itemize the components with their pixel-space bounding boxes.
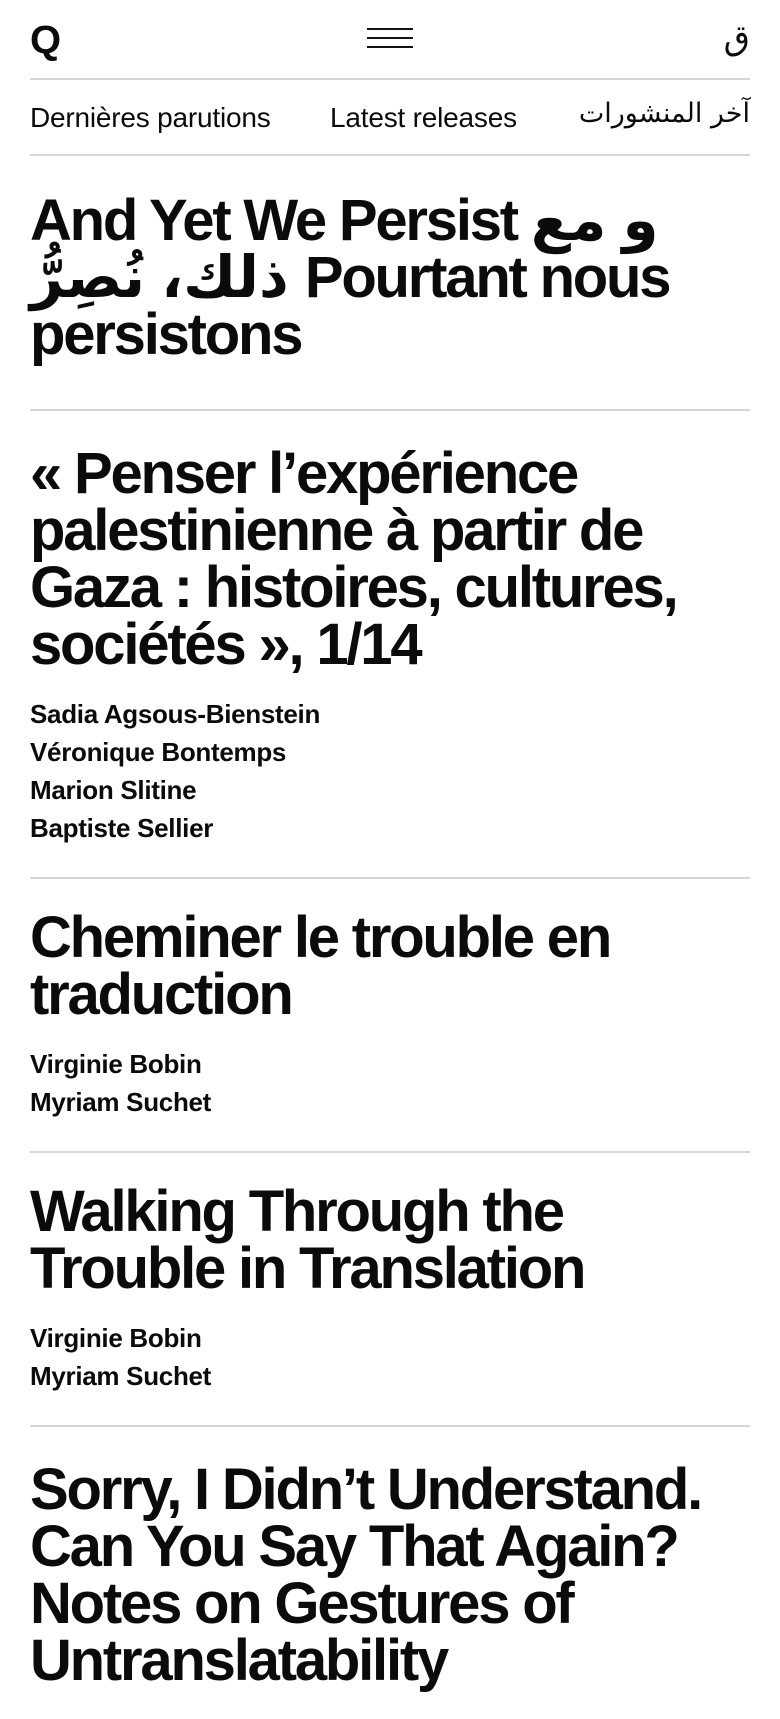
logo-latin[interactable]: Q: [30, 18, 61, 62]
release-title[interactable]: Walking Through the Trouble in Translation: [30, 1179, 585, 1301]
author-name[interactable]: Virginie Bobin: [30, 1323, 202, 1353]
latest-releases-ar-link[interactable]: آخر المنشورات: [578, 98, 750, 129]
latest-releases-fr-link[interactable]: Dernières parutions: [30, 102, 271, 133]
language-switcher: [30, 80, 750, 156]
release-title[interactable]: Sorry, I Didn’t Understand. Can You Say That Again? Notes on Gestures of Untranslatability: [30, 1457, 702, 1693]
menu-line: [367, 37, 413, 39]
release-title[interactable]: Cheminer le trouble en traduction: [30, 905, 611, 1027]
author-name[interactable]: Sadia Agsous-Bienstein: [30, 699, 321, 729]
release-title[interactable]: And Yet We Persist و مع ذلك، نُصِرُّ Pourtant nous persistons: [30, 188, 670, 367]
author-name[interactable]: Baptiste Sellier: [30, 813, 214, 843]
author-name[interactable]: Virginie Bobin: [30, 1049, 202, 1079]
menu-line: [367, 28, 413, 30]
release-item: [30, 1153, 750, 1427]
author-name[interactable]: Véronique Bontemps: [30, 737, 287, 767]
latest-releases-en-link[interactable]: Latest releases: [330, 102, 517, 133]
author-name[interactable]: Marion Slitine: [30, 775, 197, 805]
menu-line: [367, 46, 413, 48]
author-list: [30, 1045, 750, 1121]
release-item: [30, 879, 750, 1153]
hamburger-menu-icon[interactable]: [367, 26, 413, 50]
author-list: [30, 695, 750, 847]
release-item: [30, 1427, 750, 1719]
author-list: [30, 1319, 750, 1395]
release-title[interactable]: « Penser l’expérience palestinienne à partir de Gaza : histoires, cultures, sociétés », 1/14: [30, 441, 677, 677]
top-bar: [30, 0, 750, 80]
author-name[interactable]: Myriam Suchet: [30, 1361, 212, 1391]
logo-arabic[interactable]: ق: [723, 18, 750, 58]
release-item: [30, 411, 750, 879]
author-name[interactable]: Myriam Suchet: [30, 1087, 212, 1117]
page: [30, 0, 750, 1719]
release-item: [30, 156, 750, 411]
